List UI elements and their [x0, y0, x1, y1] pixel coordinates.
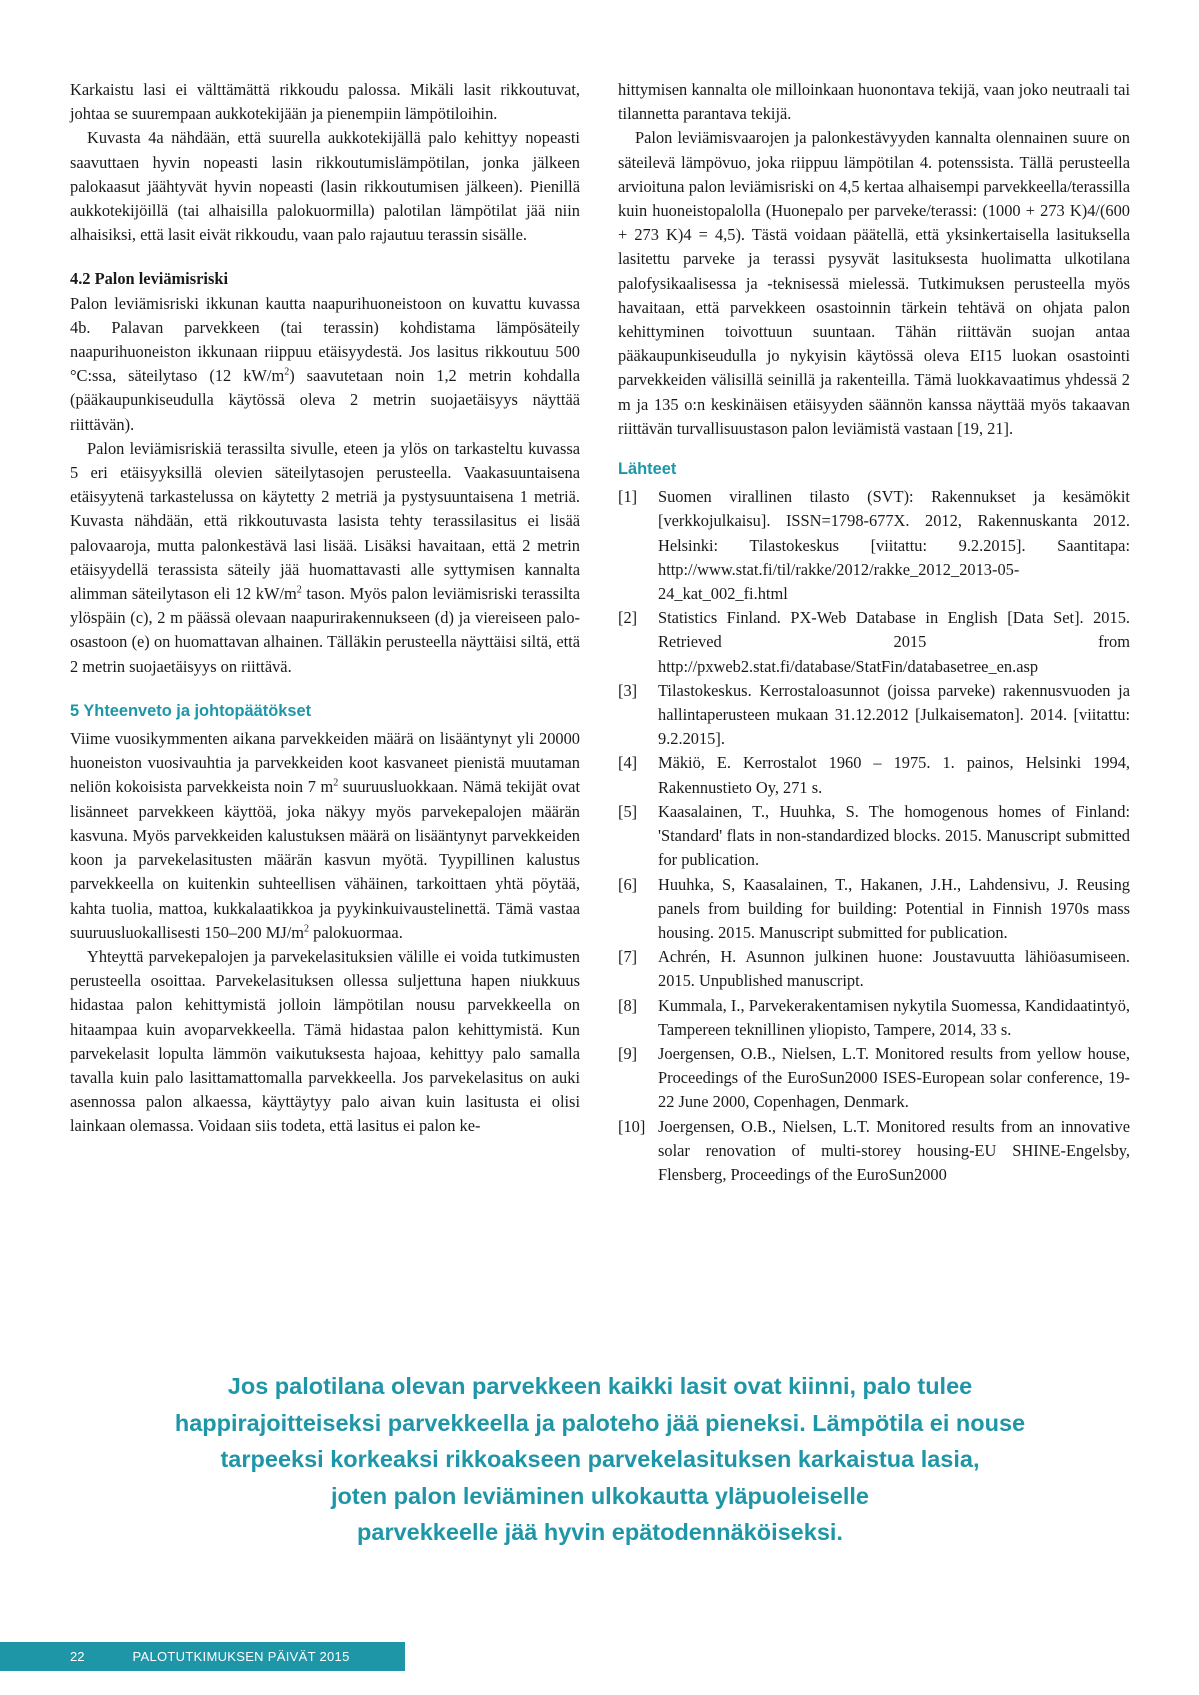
- text-run: suuruusluokkaan. Nämä tekijät ovat lisänneet parvekkeen käyttöä, joka näkyy myös parvekepalojen määrän kasvuna. Myös parvekkeiden kalustuksen määrä on lisääntynyt parvekkeiden koon ja parvekelasitusten määrän kasvun myötä. Tyypillinen kalustus parvekkeella on kuitenkin suhteellisen vähäinen, tarkoittaen yhtä pöytää, kahta tuolia, mattoa, kukkalaatikkoa ja pyykinkuivaustelinettä. Tämä vastaa suuruusluokallisesti 150–200 MJ/m: [70, 777, 580, 942]
- reference-text: Huuhka, S, Kaasalainen, T., Hakanen, J.H., Lahdensivu, J. Reusing panels from building for building: Potential in Finnish 1970s mass housing. 2015. Manuscript submitted for publication.: [658, 874, 1130, 942]
- reference-text: Achrén, H. Asunnon julkinen huone: Joustavuutta lähiöasumiseen. 2015. Unpublished manuscript.: [658, 947, 1130, 991]
- publication-title: PALOTUTKIMUKSEN PÄIVÄT 2015: [132, 1649, 350, 1664]
- right-column: [618, 78, 1130, 1187]
- reference-item: [618, 606, 1130, 679]
- pull-quote-line: joten palon leviäminen ulkokautta yläpuoleiselle: [330, 1482, 870, 1509]
- reference-item: [618, 945, 1130, 993]
- reference-number: [8]: [618, 995, 638, 1015]
- pull-quote: [100, 1368, 1100, 1551]
- reference-item: [618, 751, 1130, 799]
- pull-quote-line: parvekkeelle jää hyvin epätodennäköiseksi.: [357, 1519, 843, 1545]
- superscript: 2: [333, 778, 339, 790]
- reference-item: [618, 800, 1130, 873]
- paragraph: [70, 292, 580, 437]
- page-footer: [0, 1642, 405, 1671]
- superscript: 2: [284, 366, 290, 378]
- reference-text: Kaasalainen, T., Huuhka, S. The homogenous homes of Finland: 'Standard' flats in non-standardized blocks. 2015. Manuscript submitted for publication.: [658, 801, 1130, 870]
- references-list: [618, 485, 1130, 1187]
- reference-item: [618, 873, 1130, 946]
- reference-item: [618, 1042, 1130, 1115]
- reference-number: [4]: [618, 753, 638, 773]
- reference-number: [1]: [618, 487, 638, 507]
- references-heading: Lähteet: [618, 460, 677, 479]
- reference-text: Kummala, I., Parvekerakentamisen nykytila Suomessa, Kandidaatintyö, Tampereen teknillinen yliopisto, Tampere, 2014, 33 s.: [658, 995, 1130, 1039]
- paragraph: Palon leviämisvaarojen ja palonkestävyyden kannalta olennainen suure on säteilevä lämpövuo, joka riippuu lämpötilan 4. potenssista. Tällä perusteella arvioituna palon leviämisriski on 4,5 kertaa alhaisempi parvekkeella/terassilla kuin huoneistopalolla (Huonepalo per parveke/terassi: (1000 + 273 K)4/(600 + 273 K)4 = 4,5). Tästä voidaan päätellä, että yksinkertaisella lasituksella lasitettu parveke ja terassi pysyvät lasituksesta huolimatta ulkotilana palofysikaalisessa ja -teknisessä mielessä. Tutkimuksen perusteella myös havaitaan, että parvekkeen osastoinnin tärkein tehtävä on ohjata palon kehittyminen toivottuun suuntaan. Tähän riittävän suojan antaa pääkaupunkiseudulla jo nykyisin käytössä oleva EI15 luokan osastointi parvekkeiden välisillä seinillä ja rakenteilla. Tämä luokkavaatimus yhdessä 2 m ja 135 o:n keskinäisen etäisyyden säännön kanssa näyttää myös takaavan riittävän turvallisuustason palon leviämistä vastaan [19, 21].: [618, 128, 1130, 438]
- page-number: 22: [70, 1649, 85, 1664]
- reference-item: [618, 485, 1130, 606]
- reference-number: [7]: [618, 947, 638, 967]
- text-run: ) saavutetaan noin 1,2 metrin kohdalla (pääkaupunkiseudulla käytössä oleva 2 metrin suojaetäisyys näyttää riittävän).: [70, 366, 580, 434]
- paragraph: Kuvasta 4a nähdään, että suurella aukkotekijällä palo kehittyy nopeasti saavuttaen hyvin nopeasti lasin rikkoutumislämpötilan, jonka jälkeen palokaasut jäähtyvät hyvin nopeasti (lasin rikkoutumisen jälkeen). Pienillä aukkotekijöillä (tai alhaisilla palokuormilla) palotilan lämpötilat jää niin alhaisiksi, että lasit eivät rikkoudu, vaan palo rajautuu terassin sisälle.: [70, 128, 580, 245]
- left-column: [70, 78, 580, 1139]
- pull-quote-line: tarpeeksi korkeaksi rikkoakseen parvekelasituksen karkaistua lasia,: [220, 1446, 980, 1472]
- pull-quote-line: happirajoitteiseksi parvekkeella ja paloteho jää pieneksi. Lämpötila ei nouse: [174, 1409, 1026, 1436]
- paragraph: [70, 727, 580, 945]
- section-heading-4-2: 4.2 Palon leviämisriski: [70, 269, 228, 289]
- section-heading-5: 5 Yhteenveto ja johtopäätökset: [70, 701, 312, 720]
- superscript: 2: [304, 923, 310, 935]
- reference-text: Tilastokeskus. Kerrostaloasunnot (joissa parveke) rakennusvuoden ja hallintaperusteen mukaan 31.12.2012 [Julkaisematon]. 2014. [viitattu: 9.2.2015].: [658, 680, 1130, 749]
- reference-text: Suomen virallinen tilasto (SVT): Rakennukset ja kesämökit [verkkojulkaisu]. ISSN=1798-677X. 2012, Rakennuskanta 2012. Helsinki: Tilastokeskus [viitattu: 9.2.2015]. Saantitapa: http://www.stat.fi/til/rakke/2012/rakke_2012_2013-05-24_kat_002_fi.html: [658, 487, 1130, 604]
- reference-text: Statistics Finland. PX-Web Database in English [Data Set]. 2015. Retrieved 2015 from http://pxweb2.stat.fi/database/StatFin/databasetree_en.asp: [658, 608, 1130, 676]
- text-run: Palon leviämisriskiä terassilta sivulle, eteen ja ylös on tarkasteltu kuvassa 5 eri etäisyyksillä olevien säteilytasojen perusteella. Vaakasuuntaisena etäisyytenä tarkastelussa on käytetty 2 metriä ja pystysuuntaisena 1 metriä. Kuvasta nähdään, että rikkoutuvasta lasista tehty terassilasitus ei lisää palovaaroja, mutta palonkestävä lasi lisää. Lisäksi havaitaan, että 2 metrin etäisyydellä terassista säteily jää huomattavasti alle syttymisen kannalta alimman säteilytason eli 12 kW/m: [70, 438, 580, 604]
- text-run: Palon leviämisriski ikkunan kautta naapurihuoneistoon on kuvattu kuvassa 4b. Palavan parvekkeen (tai terassin) kohdistama lämpösäteily naapurihuoneiston ikkunaan riippuu etäisyydestä. Jos lasitus rikkoutuu 500 °C:ssa, säteilytaso (12 kW/m: [70, 293, 580, 386]
- reference-number: [5]: [618, 801, 638, 821]
- paragraph: Yhteyttä parvekepalojen ja parvekelasituksien välille ei voida tutkimusten perusteella osoittaa. Parvekelasituksen ollessa suljettuna hapen niukkuus hidastaa palon kehittymistä jolloin lämpötilan nousu parvekkeella on hitaampaa kuin avoparvekkeella. Tämä hidastaa palon kehittymistä. Kun parvekelasit lopulta lämmön vaikutuksesta hajoaa, kehittyy palo samalla tavalla kuin palo lasittamattomalla parvekkeella. Jos parvekelasitus on auki asennossa palon alkaessa, käyttäytyy palo aivan kuin lasitusta ei olisi lainkaan olemassa. Voidaan siis todeta, että lasitus ei palon ke-: [70, 946, 580, 1136]
- reference-text: Joergensen, O.B., Nielsen, L.T. Monitored results from yellow house, Proceedings of the EuroSun2000 ISES-European solar conference, 19-22 June 2000, Copenhagen, Denmark.: [658, 1043, 1130, 1112]
- reference-text: Joergensen, O.B., Nielsen, L.T. Monitored results from an innovative solar renovation of multi-storey housing-EU SHINE-Engelsby, Flensberg, Proceedings of the EuroSun2000: [658, 1116, 1130, 1184]
- reference-number: [2]: [618, 608, 638, 628]
- reference-text: Mäkiö, E. Kerrostalot 1960 – 1975. 1. painos, Helsinki 1994, Rakennustieto Oy, 271 s.: [658, 753, 1130, 797]
- reference-item: [618, 1115, 1130, 1188]
- paragraph: [70, 437, 580, 679]
- pull-quote-line: Jos palotilana olevan parvekkeen kaikki lasit ovat kiinni, palo tulee: [227, 1373, 973, 1399]
- reference-number: [9]: [618, 1043, 638, 1063]
- reference-item: [618, 679, 1130, 752]
- reference-item: [618, 994, 1130, 1042]
- reference-number: [3]: [618, 680, 638, 700]
- paragraph: hittymisen kannalta ole milloinkaan huonontava tekijä, vaan joko neutraali tai tilannetta parantava tekijä.: [618, 80, 1130, 124]
- superscript: 2: [296, 584, 302, 596]
- text-run: palokuormaa.: [309, 922, 403, 942]
- text-run: tason. Myös palon leviämisriski terassilta ylöspäin (c), 2 m päässä olevaan naapurirakennukseen (d) ja viereiseen palo-osastoon (e) on huomattavan alhainen. Tälläkin perusteella näyttäisi siltä, että 2 metrin suojaetäisyys on riittävä.: [70, 584, 580, 676]
- paragraph: Karkaistu lasi ei välttämättä rikkoudu palossa. Mikäli lasit rikkoutuvat, johtaa se suurempaan aukkotekijään ja pienempiin lämpötiloihin.: [70, 80, 580, 124]
- text-run: Viime vuosikymmenten aikana parvekkeiden määrä on lisääntynyt yli 20000 huoneiston vuosivauhtia ja parvekkeiden koot kasvaneet pienistä muutaman neliön kokoisista parvekkeista noin 7 m: [70, 729, 580, 797]
- reference-number: [6]: [618, 874, 638, 894]
- reference-number: [10]: [618, 1116, 646, 1136]
